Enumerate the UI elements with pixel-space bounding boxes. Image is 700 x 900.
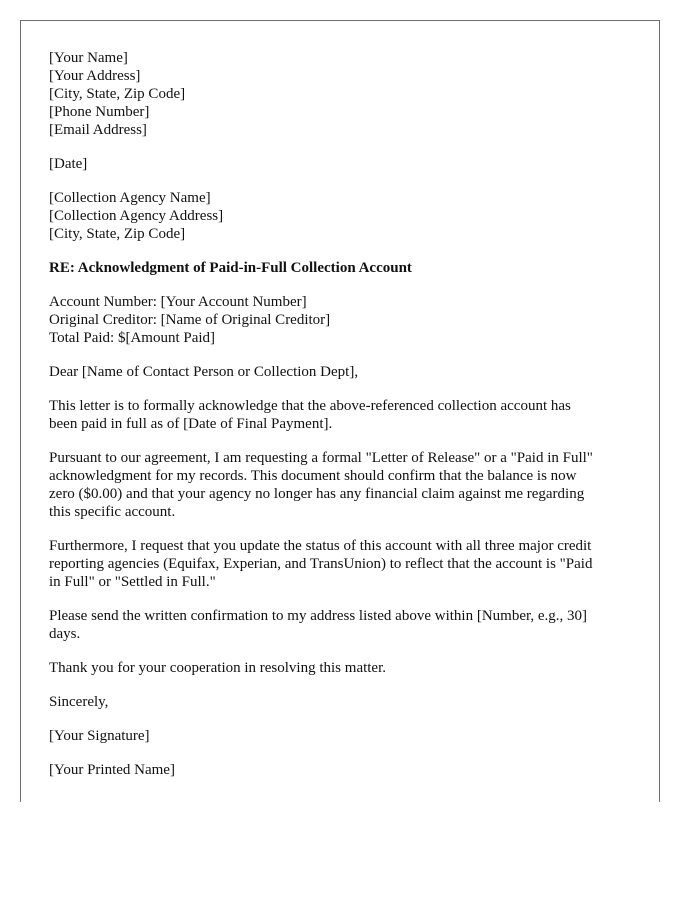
paragraph-line: Furthermore, I request that you update the status of this account with all three major credit: [49, 538, 592, 554]
body-paragraph: [49, 607, 634, 643]
paragraph-line: Please send the written confirmation to my address listed above within [Number, e.g., 30]: [49, 608, 588, 624]
sender-phone: [Phone Number]: [49, 104, 150, 120]
subject-line: RE: Acknowledgment of Paid-in-Full Collection Account: [49, 260, 412, 276]
sender-block: [49, 49, 634, 139]
paragraph-line: in Full" or "Settled in Full.": [49, 574, 216, 590]
printed-name-block: [49, 761, 634, 779]
sender-name: [Your Name]: [49, 50, 128, 66]
salutation-block: [49, 363, 634, 381]
sender-email: [Email Address]: [49, 122, 147, 138]
paragraph-line: This letter is to formally acknowledge that the above-referenced collection account has: [49, 398, 571, 414]
signature-block: [49, 727, 634, 745]
sender-city-state-zip: [City, State, Zip Code]: [49, 86, 186, 102]
salutation: Dear [Name of Contact Person or Collection Dept],: [49, 364, 359, 380]
paragraph-line: Thank you for your cooperation in resolving this matter.: [49, 660, 387, 676]
signature-placeholder: [Your Signature]: [49, 728, 150, 744]
body-paragraph: [49, 397, 634, 433]
total-paid: Total Paid: $[Amount Paid]: [49, 330, 216, 346]
original-creditor: Original Creditor: [Name of Original Creditor]: [49, 312, 331, 328]
date-block: [49, 155, 634, 173]
body-paragraph: [49, 659, 634, 677]
paragraph-line: this specific account.: [49, 504, 176, 520]
closing: Sincerely,: [49, 694, 109, 710]
printed-name: [Your Printed Name]: [49, 762, 175, 778]
paragraph-line: Pursuant to our agreement, I am requesting a formal "Letter of Release" or a "Paid in Full": [49, 450, 593, 466]
recipient-name: [Collection Agency Name]: [49, 190, 211, 206]
paragraph-line: days.: [49, 626, 81, 642]
account-number: Account Number: [Your Account Number]: [49, 294, 307, 310]
sender-address: [Your Address]: [49, 68, 141, 84]
recipient-address: [Collection Agency Address]: [49, 208, 224, 224]
body-paragraph: [49, 537, 634, 591]
body-paragraph: [49, 449, 634, 521]
letter-page: [20, 20, 660, 802]
closing-block: [49, 693, 634, 711]
recipient-city-state-zip: [City, State, Zip Code]: [49, 226, 186, 242]
letter-content: [49, 49, 634, 795]
letter-date: [Date]: [49, 156, 88, 172]
paragraph-line: acknowledgment for my records. This document should confirm that the balance is now: [49, 468, 577, 484]
recipient-block: [49, 189, 634, 243]
paragraph-line: reporting agencies (Equifax, Experian, and TransUnion) to reflect that the account is "Paid: [49, 556, 593, 572]
body-paragraphs: [49, 397, 634, 677]
paragraph-line: been paid in full as of [Date of Final Payment].: [49, 416, 333, 432]
subject-block: [49, 259, 634, 277]
account-details: [49, 293, 634, 347]
paragraph-line: zero ($0.00) and that your agency no longer has any financial claim against me regarding: [49, 486, 585, 502]
